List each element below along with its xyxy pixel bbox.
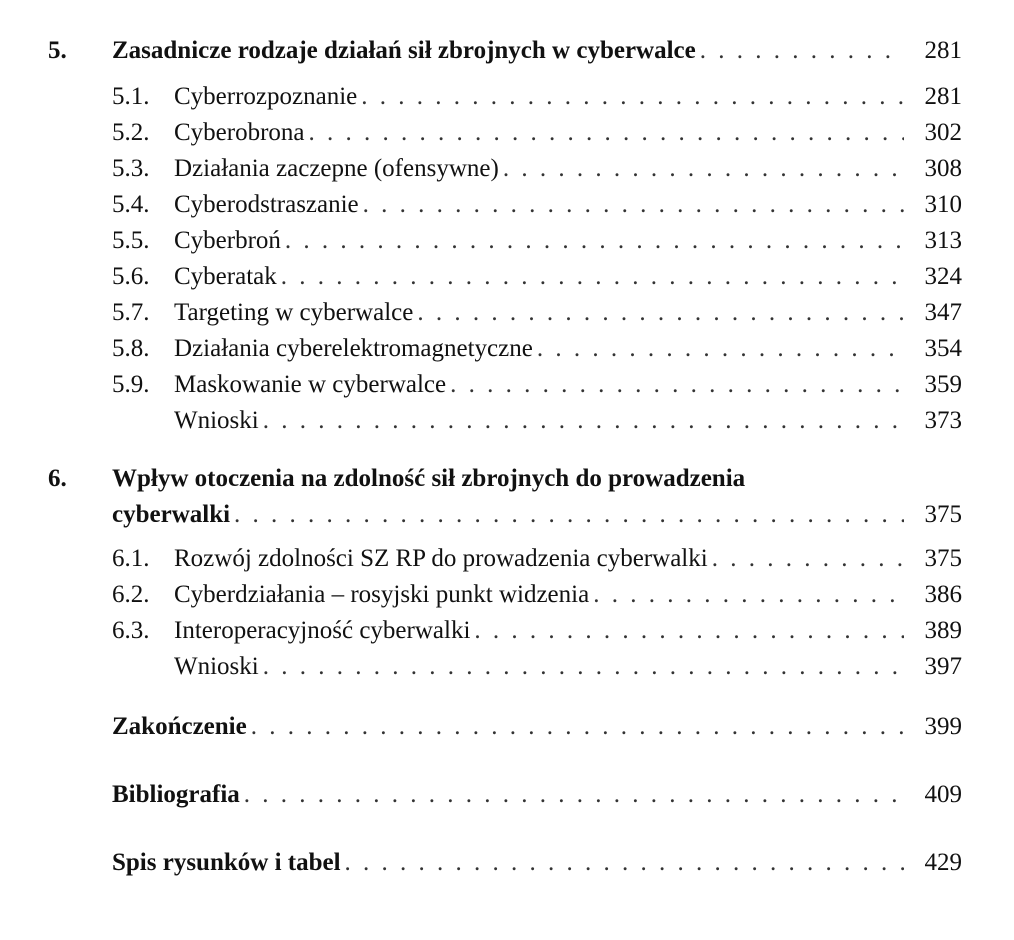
dot-leader: [363, 188, 904, 222]
dot-leader: [712, 542, 904, 576]
toc-entry: [174, 260, 962, 294]
dot-leader: [263, 404, 904, 438]
page-number: 397: [924, 653, 962, 680]
page-number: 359: [924, 371, 962, 398]
section-number: 6.2.: [112, 581, 150, 608]
page-number: 429: [924, 849, 962, 876]
dot-leader: [263, 650, 904, 684]
section-number: 5.3.: [112, 155, 150, 182]
section-title: Cyberodstraszanie: [174, 191, 359, 218]
toc-entry-chapter-6: [112, 498, 962, 532]
toc-entry-chapter-5: [112, 34, 962, 68]
toc-entry-conclusions: [174, 404, 962, 438]
section-title: Cyberrozpoznanie: [174, 83, 358, 110]
section-title: Cyberbroń: [174, 227, 281, 254]
toc-entry: [174, 188, 962, 222]
page-number: 281: [924, 83, 962, 110]
dot-leader: [234, 498, 904, 532]
toc-entry: [174, 80, 962, 114]
section-number: 5.6.: [112, 263, 150, 290]
section-number: 6.3.: [112, 617, 150, 644]
section-title: Targeting w cyberwalce: [174, 299, 414, 326]
dot-leader: [474, 614, 904, 648]
dot-leader: [309, 116, 904, 150]
chapter-title: Zasadnicze rodzaje działań sił zbrojnych w cyberwalce: [112, 37, 696, 64]
section-number: 5.9.: [112, 371, 150, 398]
dot-leader: [281, 260, 904, 294]
back-matter-title: Spis rysunków i tabel: [112, 849, 341, 876]
toc-entry: [174, 332, 962, 366]
page-number: 375: [924, 501, 962, 528]
page-number: 373: [924, 407, 962, 434]
toc-entry-conclusions: [174, 650, 962, 684]
toc-entry: [174, 578, 962, 612]
toc-entry: [174, 368, 962, 402]
chapter-title-line2: cyberwalki: [112, 501, 231, 528]
toc-entry: [174, 116, 962, 150]
page-number: 324: [924, 263, 962, 290]
dot-leader: [244, 778, 904, 812]
page-number: 313: [924, 227, 962, 254]
section-title: Cyberdziałania – rosyjski punkt widzenia: [174, 581, 590, 608]
section-title: Interoperacyjność cyberwalki: [174, 617, 471, 644]
dot-leader: [537, 332, 904, 366]
section-number: 5.7.: [112, 299, 150, 326]
section-number: 5.4.: [112, 191, 150, 218]
dot-leader: [361, 80, 904, 114]
page-number: 389: [924, 617, 962, 644]
toc-entry: [174, 296, 962, 330]
dot-leader: [417, 296, 904, 330]
dot-leader: [251, 710, 904, 744]
page-number: 386: [924, 581, 962, 608]
page-number: 281: [924, 37, 962, 64]
toc-entry-ending: [112, 710, 962, 744]
toc-entry-figures-tables: [112, 846, 962, 880]
section-number: 5.8.: [112, 335, 150, 362]
toc-entry: [174, 542, 962, 576]
page-number: 375: [924, 545, 962, 572]
dot-leader: [345, 846, 904, 880]
toc-entry: [174, 224, 962, 258]
toc-entry-bibliography: [112, 778, 962, 812]
chapter-title-line1: Wpływ otoczenia na zdolność sił zbrojnych do prowadzenia: [112, 465, 746, 492]
dot-leader: [593, 578, 904, 612]
section-title: Wnioski: [174, 653, 259, 680]
toc-entry: [174, 614, 962, 648]
page-number: 302: [924, 119, 962, 146]
section-number: 5.1.: [112, 83, 150, 110]
page-number: 409: [924, 781, 962, 808]
dot-leader: [700, 34, 904, 68]
page-number: 310: [924, 191, 962, 218]
section-title: Wnioski: [174, 407, 259, 434]
section-title: Cyberatak: [174, 263, 277, 290]
section-title: Cyberobrona: [174, 119, 305, 146]
page-number: 347: [924, 299, 962, 326]
dot-leader: [285, 224, 904, 258]
section-title: Działania cyberelektromagnetyczne: [174, 335, 533, 362]
dot-leader: [450, 368, 904, 402]
toc-entry: [174, 152, 962, 186]
back-matter-title: Bibliografia: [112, 781, 240, 808]
page-number: 399: [924, 713, 962, 740]
page-number: 354: [924, 335, 962, 362]
section-number: 5.5.: [112, 227, 150, 254]
section-number: 5.2.: [112, 119, 150, 146]
section-title: Rozwój zdolności SZ RP do prowadzenia cyberwalki: [174, 545, 708, 572]
chapter-number: 5.: [48, 37, 67, 64]
section-title: Maskowanie w cyberwalce: [174, 371, 447, 398]
section-title: Działania zaczepne (ofensywne): [174, 155, 499, 182]
back-matter-title: Zakończenie: [112, 713, 247, 740]
page-number: 308: [924, 155, 962, 182]
chapter-number: 6.: [48, 465, 67, 492]
dot-leader: [503, 152, 904, 186]
section-number: 6.1.: [112, 545, 150, 572]
